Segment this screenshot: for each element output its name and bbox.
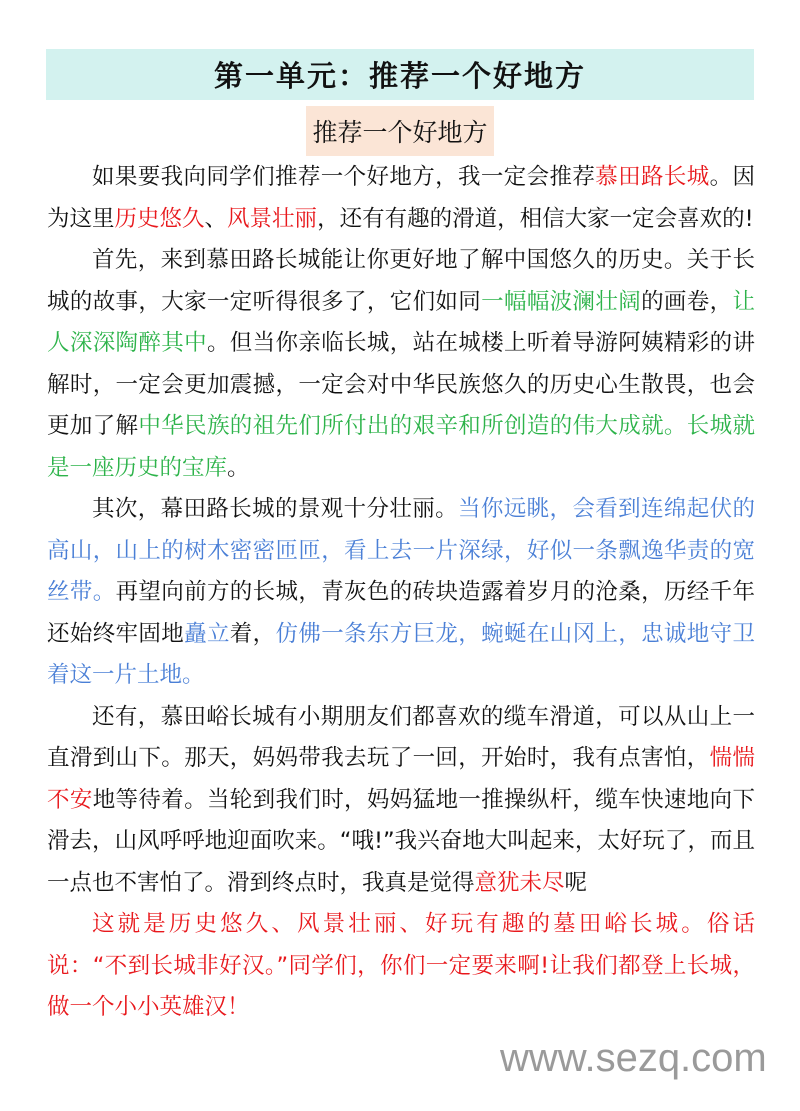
paragraph-1 bbox=[47, 157, 755, 240]
text-segment: 再望向前方的长城，青灰色的砖块造露着岁月的沧桑，历经千年还始终牢固地 bbox=[47, 579, 755, 647]
highlight-phrase: 矗立 bbox=[184, 620, 230, 647]
unit-title-banner bbox=[46, 49, 754, 100]
text-segment: 其次，幕田路长城的景观十分壮丽。 bbox=[92, 496, 458, 522]
text-segment: 。因为这里 bbox=[47, 164, 755, 232]
text-segment: 呢 bbox=[564, 869, 588, 896]
text-segment: 还有，慕田峪长城有小期朋友们都喜欢的缆车滑道，可以从山上一直滑到山下。那天，妈妈带我去玩了一回，开始时，我有点害怕， bbox=[47, 703, 755, 771]
conclusion-text: 这就是历史悠久、风景壮丽、好玩有趣的墓田峪长城。俗话说：“不到长城非好汉。”同学们，你们一定要来啊!让我们都登上长城，做一个小小英雄汉！ bbox=[47, 911, 755, 1020]
highlight-phrase: 一幅幅波澜壮阔 bbox=[481, 288, 642, 315]
unit-title: 第一单元：推荐一个好地方 bbox=[213, 59, 586, 93]
watermark: www.sezq.com bbox=[500, 1036, 767, 1080]
paragraph-4 bbox=[47, 697, 755, 905]
highlight-phrase: 当你远眺，会看到连绵起伏的高山，山上的树木密密匝匝，看上去一片深绿，好似一条飘逸华责的宽丝带。 bbox=[47, 496, 755, 605]
essay-title: 推荐一个好地方 bbox=[306, 106, 493, 156]
text-segment: ，还有有趣的滑道，相信大家一定会喜欢的! bbox=[317, 205, 754, 232]
text-segment: 地等待着。当轮到我们时，妈妈猛地一推操纵杆，缆车快速地向下滑去，山风呼呼地迎面吹来。“哦!”我兴奋地大叫起来，太好玩了，而且一点也不害怕了。滑到终点时，我真是觉得 bbox=[47, 786, 755, 896]
essay-title-wrap bbox=[0, 106, 800, 156]
text-segment: 的画卷， bbox=[641, 288, 733, 315]
paragraph-3 bbox=[47, 489, 755, 697]
highlight-phrase: 惴惴不安 bbox=[47, 745, 755, 813]
highlight-phrase: 中华民族的祖先们所付出的艰辛和所创造的伟大成就。长城就是一座历史的宝库 bbox=[47, 413, 755, 481]
text-segment: 着， bbox=[229, 620, 276, 647]
text-segment: 首先，来到慕田路长城能让你更好地了解中国悠久的历史。关于长城的故事，大家一定听得很多了，它们如同 bbox=[47, 247, 755, 315]
essay-body bbox=[47, 157, 755, 1029]
highlight-place-name: 慕田路长城 bbox=[595, 164, 710, 190]
text-segment: 如果要我向同学们推荐一个好地方，我一定会推荐 bbox=[92, 164, 596, 190]
text-segment: 、 bbox=[204, 205, 228, 232]
text-segment: 。 bbox=[227, 454, 250, 481]
text-segment: 。但当你亲临长城，站在城楼上听着导游阿姨精彩的讲解时，一定会更加震撼，一定会对中华民族悠久的历史心生散畏，也会更加了解 bbox=[47, 330, 755, 439]
highlight-phrase: 风景壮丽 bbox=[227, 205, 318, 232]
paragraph-5-conclusion bbox=[47, 904, 755, 1029]
highlight-phrase: 意犹未尽 bbox=[474, 869, 565, 896]
highlight-phrase: 仿佛一条东方巨龙，蜿蜒在山冈上，忠诚地守卫着这一片土地。 bbox=[47, 620, 755, 688]
highlight-phrase: 让人深深陶醉其中 bbox=[47, 288, 755, 356]
paragraph-2 bbox=[47, 240, 755, 489]
highlight-phrase: 历史悠久 bbox=[114, 205, 205, 232]
